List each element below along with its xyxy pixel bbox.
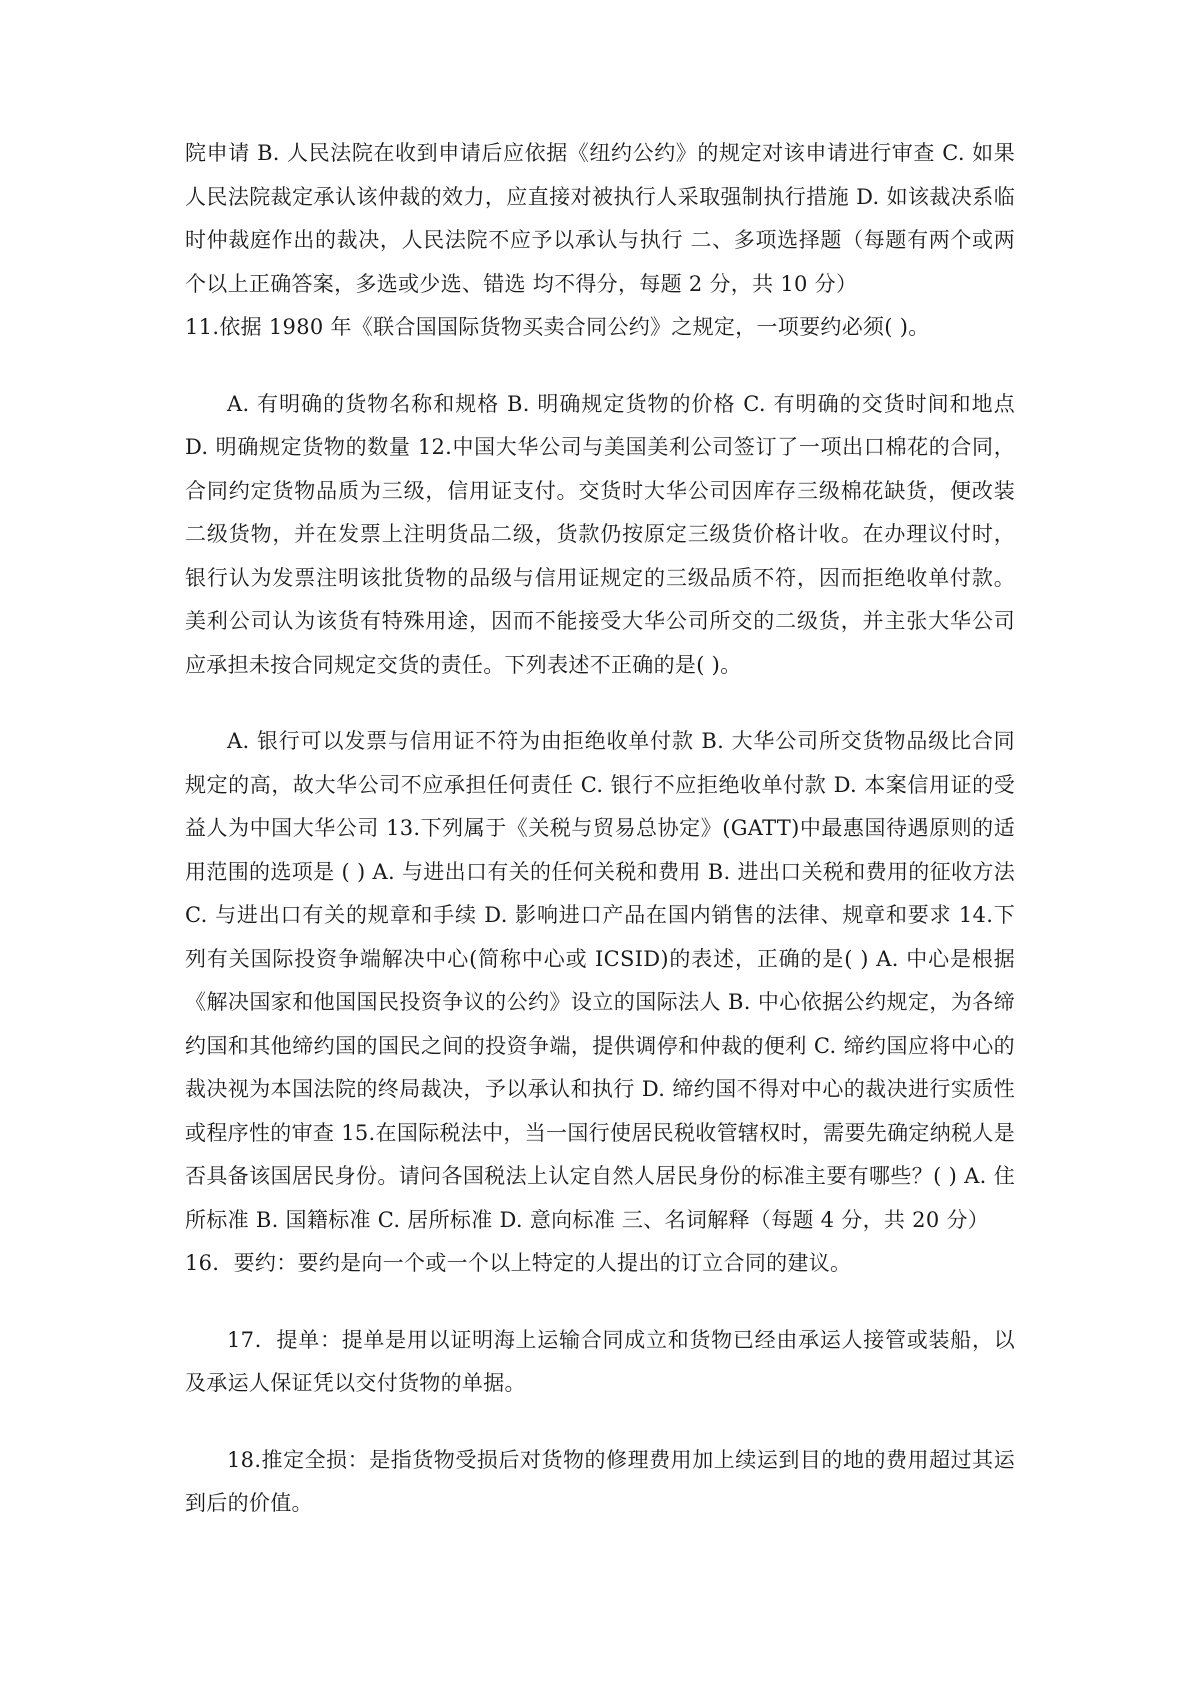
paragraph-gap [185, 1286, 1015, 1319]
paragraph-q17-bill-of-lading: 17．提单：提单是用以证明海上运输合同成立和货物已经由承运人接管或装船，以及承运人保证凭以交付货物的单据。 [185, 1327, 1015, 1395]
paragraph-q18-constructive-total-loss: 18.推定全损：是指货物受损后对货物的修理费用加上续运到目的地的费用超过其运到后的价值。 [185, 1447, 1015, 1515]
paragraph-q11-options-and-q12: A. 有明确的货物名称和规格 B. 明确规定货物的价格 C. 有明确的交货时间和地点 D. 明确规定货物的数量 12.中国大华公司与美国美利公司签订了一项出口棉花的合同，合同约定货物品质为三级，信用证支付。交货时大华公司因库存三级棉花缺货，便改装二级货物，并在发票上注明货品二级，货款仍按原定三级货价格计收。在办理议付时，银行认为发票注明该批货物的品级与信用证规定的三级品质不符，因而拒绝收单付款。美利公司认为该货有特殊用途，因而不能接受大华公司所交的二级货，并主张大华公司应承担未按合同规定交货的责任。下列表述不正确的是( )。 [185, 391, 1015, 677]
document-body [185, 132, 1015, 1526]
paragraph-q11: 11.依据 1980 年《联合国国际货物买卖合同公约》之规定，一项要约必须( )。 [185, 315, 930, 339]
paragraph-gap [185, 350, 1015, 383]
paragraph-q12-options-to-q15: A. 银行可以发票与信用证不符为由拒绝收单付款 B. 大华公司所交货物品级比合同规定的高，故大华公司不应承担任何责任 C. 银行不应拒绝收单付款 D. 本案信用证的受益人为中国大华公司 13.下列属于《关税与贸易总协定》(GATT)中最惠国待遇原则的适用范围的选项是 ( ) A. 与进出口有关的任何关税和费用 B. 进出口关税和费用的征收方法 C. 与进出口有关的规章和手续 D. 影响进口产品在国内销售的法律、规章和要求 14.下列有关国际投资争端解决中心(简称中心或 ICSID)的表述，正确的是( ) A. 中心是根据《解决国家和他国国民投资争议的公约》设立的国际法人 B. 中心依据公约规定，为各缔约国和其他缔约国的国民之间的投资争端，提供调停和仲裁的便利 C. 缔约国应将中心的裁决视为本国法院的终局裁决，予以承认和执行 D. 缔约国不得对中心的裁决进行实质性或程序性的审查 15.在国际税法中，当一国行使居民税收管辖权时，需要先确定纳税人是否具备该国居民身份。请问各国税法上认定自然人居民身份的标准主要有哪些？( ) A. 住所标准 B. 国籍标准 C. 居所标准 D. 意向标准 三、名词解释（每题 4 分，共 20 分） [185, 729, 1015, 1232]
paragraph-q16-offer: 16．要约：要约是向一个或一个以上特定的人提出的订立合同的建议。 [185, 1251, 852, 1275]
paragraph-q10-options-and-section-two-header: 院申请 B. 人民法院在收到申请后应依据《纽约公约》的规定对该申请进行审查 C. 如果人民法院裁定承认该仲裁的效力，应直接对被执行人采取强制执行措施 D. 如该裁决系临时仲裁庭作出的裁决，人民法院不应予以承认与执行 二、多项选择题（每题有两个或两个以上正确答案，多选或少选、错选 均不得分，每题 2 分，共 10 分） [185, 141, 1015, 296]
paragraph-gap [185, 687, 1015, 720]
paragraph-gap [185, 1406, 1015, 1439]
